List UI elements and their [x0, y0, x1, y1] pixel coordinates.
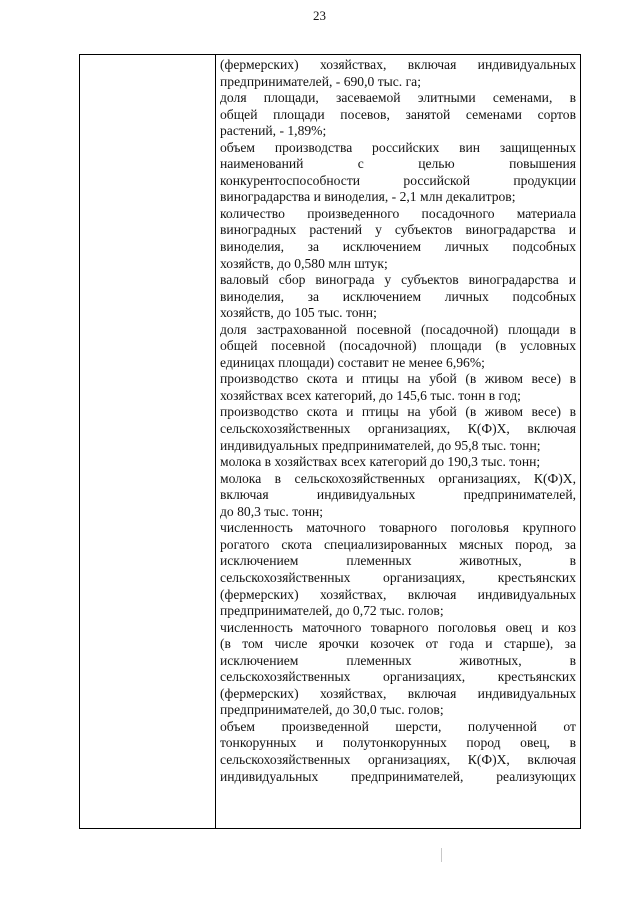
text-line: хозяйств, до 105 тыс. тонн;: [220, 305, 377, 321]
text-line: (фермерских) хозяйствах, включая индивидуальных: [220, 586, 576, 602]
text-line: растений, - 1,89%;: [220, 123, 327, 139]
page-number: 23: [313, 8, 326, 23]
text-line: предпринимателей, - 690,0 тыс. га;: [220, 73, 421, 89]
text-line: общей посевной (посадочной) площади (в условных: [220, 338, 576, 354]
text-line: индивидуальных предпринимателей, до 95,8 тыс. тонн;: [220, 437, 541, 453]
text-line: тонкорунных и полутонкорунных пород овец, в: [220, 735, 576, 751]
text-line: исключением племенных животных, в: [220, 652, 576, 668]
text-line: производство скота и птицы на убой (в живом весе) в: [220, 404, 576, 420]
text-line: молока в хозяйствах всех категорий до 190,3 тыс. тонн;: [220, 454, 541, 470]
text-line: конкурентоспособности российской продукции: [220, 172, 576, 188]
text-line: сельскохозяйственных организациях, К(Ф)Х, включая: [220, 751, 576, 767]
text-line: объем произведенной шерсти, полученной от: [220, 718, 576, 734]
text-line: молока в сельскохозяйственных организациях, К(Ф)Х,: [220, 470, 576, 486]
text-line: включая индивидуальных предпринимателей,: [220, 487, 576, 503]
text-line: виноделия, за исключением личных подсобных: [220, 288, 576, 304]
table-row: [80, 55, 581, 829]
text-line: индивидуальных предпринимателей, реализующих: [220, 768, 576, 784]
text-line: наименований с целью повышения: [220, 156, 576, 172]
table-cell-left: [80, 55, 216, 829]
text-line: общей площади посевов, занятой семенами сортов: [220, 106, 576, 122]
text-line: доля площади, засеваемой элитными семенами, в: [220, 90, 576, 106]
text-line: рогатого скота специализированных мясных пород, за: [220, 536, 576, 552]
text-line: производство скота и птицы на убой (в живом весе) в: [220, 371, 576, 387]
scan-artifact: [441, 848, 442, 862]
text-line: валовый сбор винограда у субъектов виноградарства и: [220, 272, 576, 288]
text-line: (фермерских) хозяйствах, включая индивидуальных: [220, 685, 576, 701]
cell-text: [220, 57, 576, 785]
text-line: сельскохозяйственных организациях, крестьянских: [220, 669, 576, 685]
text-line: виноградарства и виноделия, - 2,1 млн декалитров;: [220, 189, 516, 205]
text-line: объем производства российских вин защищенных: [220, 139, 576, 155]
text-line: хозяйствах всех категорий, до 145,6 тыс. тонн в год;: [220, 387, 521, 403]
text-line: виноделия, за исключением личных подсобных: [220, 239, 576, 255]
document-table: [79, 54, 581, 829]
text-line: сельскохозяйственных организациях, крестьянских: [220, 569, 576, 585]
text-line: доля застрахованной посевной (посадочной) площади в: [220, 321, 576, 337]
table-cell-right: [216, 55, 581, 829]
text-line: (фермерских) хозяйствах, включая индивидуальных: [220, 57, 576, 72]
text-line: предпринимателей, до 30,0 тыс. голов;: [220, 702, 444, 718]
text-line: единицах площади) составит не менее 6,96%;: [220, 354, 485, 370]
text-line: предпринимателей, до 0,72 тыс. голов;: [220, 603, 444, 619]
text-line: количество произведенного посадочного материала: [220, 205, 576, 221]
text-line: хозяйств, до 0,580 млн штук;: [220, 255, 388, 271]
text-line: численность маточного товарного поголовья крупного: [220, 520, 576, 536]
text-line: виноградных растений у субъектов виноградарства и: [220, 222, 576, 238]
text-line: сельскохозяйственных организациях, К(Ф)Х, включая: [220, 421, 576, 437]
text-line: до 80,3 тыс. тонн;: [220, 503, 324, 519]
text-line: (в том числе ярочки козочек от года и старше), за: [220, 636, 576, 652]
text-line: численность маточного товарного поголовья овец и коз: [220, 619, 576, 635]
text-line: исключением племенных животных, в: [220, 553, 576, 569]
